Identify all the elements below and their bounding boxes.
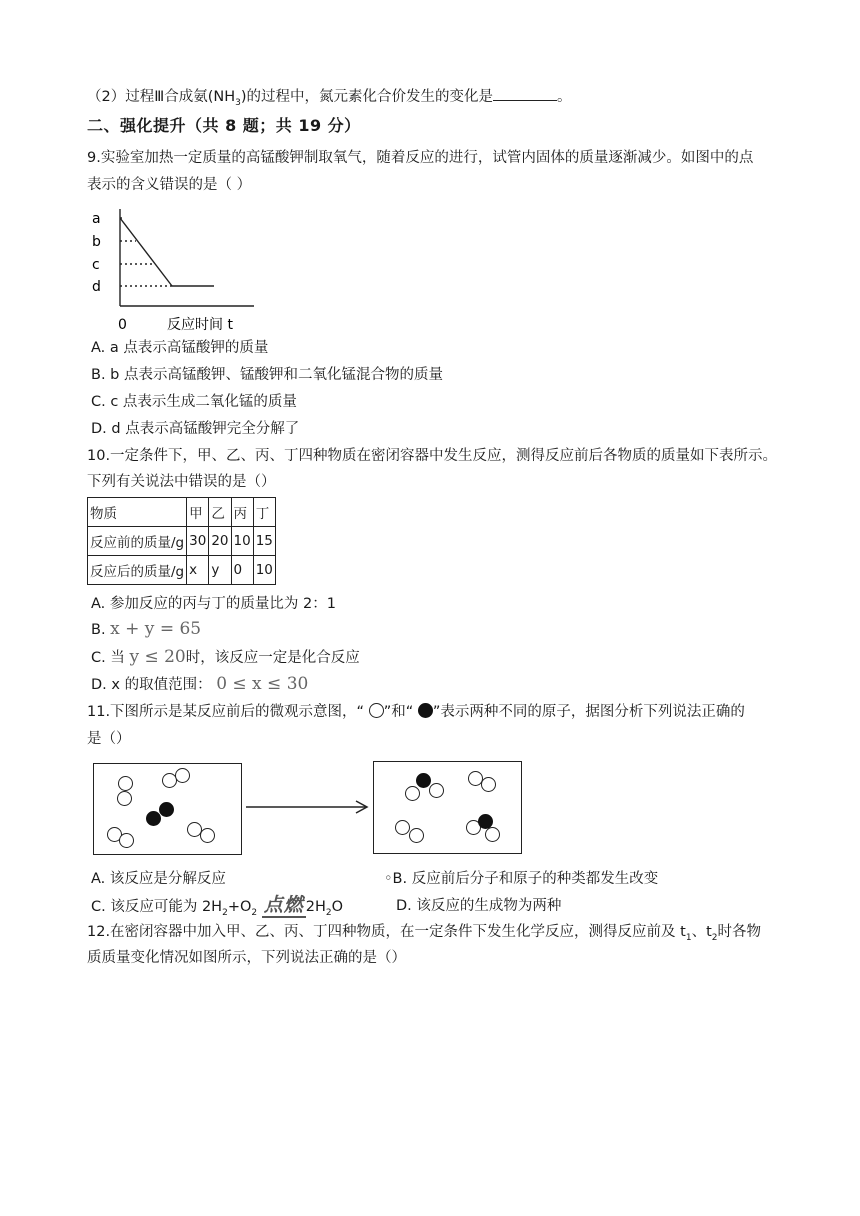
q10-option-d xyxy=(91,674,308,695)
table-cell: 15 xyxy=(253,527,275,556)
white-atom xyxy=(119,833,134,848)
table-row xyxy=(88,556,276,585)
reaction-arrow-icon xyxy=(244,800,372,814)
product-part: 2H xyxy=(305,899,326,915)
subscript: 1 xyxy=(685,932,692,943)
q8-text: （2）过程Ⅲ合成氨(NH xyxy=(87,89,236,105)
q11-stem-line2: 是（） xyxy=(87,731,131,747)
q10-option-b xyxy=(91,619,201,640)
q11-option-b: ◦B. 反应前后分子和原子的种类都发生改变 xyxy=(384,871,659,887)
table-row xyxy=(88,527,276,556)
white-atom-icon xyxy=(369,703,384,718)
white-atom xyxy=(429,783,444,798)
subscript: 2 xyxy=(325,907,332,918)
black-atom xyxy=(146,811,161,826)
table-cell: 20 xyxy=(209,527,231,556)
nh3-subscript: 3 xyxy=(235,97,241,108)
after-reaction-box xyxy=(373,761,522,854)
mass-table xyxy=(87,497,276,585)
q10-stem-line1: 10.一定条件下，甲、乙、丙、丁四种物质在密闭容器中发生反应，测得反应前后各物质的质量如下表所示。 xyxy=(87,448,778,464)
table-header-row xyxy=(88,498,276,527)
black-atom xyxy=(416,773,431,788)
q9-option-b: B. b 点表示高锰酸钾、锰酸钾和二氧化锰混合物的质量 xyxy=(91,367,443,383)
q11-option-a: A. 该反应是分解反应 xyxy=(91,871,226,887)
ignition-condition: 点燃 xyxy=(263,894,304,916)
x-axis-label: 反应时间 t xyxy=(167,317,233,333)
option-c-mid: +O xyxy=(227,899,252,915)
q12-text-post: 时各物 xyxy=(717,924,762,940)
q11-text-pre: 11.下图所示是某反应前后的微观示意图，“ xyxy=(87,704,365,720)
q10-stem-line2: 下列有关说法中错误的是（） xyxy=(87,474,276,490)
label-d: d xyxy=(92,279,101,295)
option-c-formula: y ≤ 20 xyxy=(129,647,186,667)
option-c-pre: C. 当 xyxy=(91,650,125,666)
table-header-cell: 乙 xyxy=(209,498,231,527)
product-part: O xyxy=(331,899,344,915)
origin-label: 0 xyxy=(118,317,127,333)
white-atom xyxy=(405,786,420,801)
table-header-cell: 物质 xyxy=(88,498,187,527)
label-c: c xyxy=(92,257,100,273)
white-atom xyxy=(175,768,190,783)
q11-option-d: D. 该反应的生成物为两种 xyxy=(396,898,562,914)
option-d-pre: D. x 的取值范围： xyxy=(91,677,212,693)
black-atom-icon xyxy=(418,703,433,718)
q9-stem-line2: 表示的含义错误的是（ ） xyxy=(87,177,252,193)
label-a: a xyxy=(92,211,101,227)
table-cell: 10 xyxy=(231,527,253,556)
q11-option-c xyxy=(91,895,343,923)
table-header-cell: 丁 xyxy=(253,498,275,527)
q10-option-c xyxy=(91,647,360,668)
q12-text: 12.在密闭容器中加入甲、乙、丙、丁四种物质，在一定条件下发生化学反应，测得反应前及 t xyxy=(87,924,686,940)
before-reaction-box xyxy=(93,763,242,855)
table-cell: y xyxy=(209,556,231,585)
black-atom xyxy=(159,802,174,817)
q9-stem-line1: 9.实验室加热一定质量的高锰酸钾制取氧气，随着反应的进行，试管内固体的质量逐渐减少。如图中的点 xyxy=(87,150,754,166)
white-atom xyxy=(409,828,424,843)
q11-text-mid: ”和“ xyxy=(383,704,414,720)
subscript: 2 xyxy=(251,907,258,918)
section-heading: 二、强化提升（共 8 题；共 19 分） xyxy=(87,116,361,135)
table-cell: x xyxy=(187,556,209,585)
white-atom xyxy=(117,791,132,806)
q8-text-post: )的过程中，氮元素化合价发生的变化是 xyxy=(240,89,494,105)
table-cell: 10 xyxy=(253,556,275,585)
option-b-label: B. xyxy=(91,622,106,638)
table-cell: 反应后的质量/g xyxy=(88,556,187,585)
q11-stem-line1 xyxy=(87,702,745,722)
q8-part2 xyxy=(87,86,572,113)
option-d-formula: 0 ≤ x ≤ 30 xyxy=(216,674,309,694)
q12-stem-line2: 质质量变化情况如图所示，下列说法正确的是（） xyxy=(87,950,406,966)
option-b-formula: x + y = 65 xyxy=(110,619,202,639)
q10-option-a: A. 参加反应的丙与丁的质量比为 2：1 xyxy=(91,596,336,612)
q11-text-post: ”表示两种不同的原子，据图分析下列说法正确的 xyxy=(432,704,745,720)
q12-text-mid: 、t xyxy=(691,924,712,940)
white-atom xyxy=(200,828,215,843)
option-c-pre: C. 该反应可能为 2H xyxy=(91,899,223,915)
q9-option-a: A. a 点表示高锰酸钾的质量 xyxy=(91,340,269,356)
decline-line xyxy=(120,218,172,286)
subscript: 2 xyxy=(711,932,718,943)
table-header-cell: 丙 xyxy=(231,498,253,527)
table-cell: 0 xyxy=(231,556,253,585)
white-atom xyxy=(481,777,496,792)
table-cell: 30 xyxy=(187,527,209,556)
white-atom xyxy=(485,827,500,842)
answer-blank xyxy=(493,86,557,101)
q12-stem-line1 xyxy=(87,922,761,948)
q9-option-c: C. c 点表示生成二氧化锰的质量 xyxy=(91,394,297,410)
table-cell: 反应前的质量/g xyxy=(88,527,187,556)
mass-time-graph xyxy=(88,205,258,335)
white-atom xyxy=(395,820,410,835)
q8-end: 。 xyxy=(557,89,572,105)
option-c-post: 时，该反应一定是化合反应 xyxy=(185,650,360,666)
white-atom xyxy=(118,776,133,791)
table-header-cell: 甲 xyxy=(187,498,209,527)
q9-option-d: D. d 点表示高锰酸钾完全分解了 xyxy=(91,421,300,437)
label-b: b xyxy=(92,234,101,250)
subscript: 2 xyxy=(222,907,228,918)
